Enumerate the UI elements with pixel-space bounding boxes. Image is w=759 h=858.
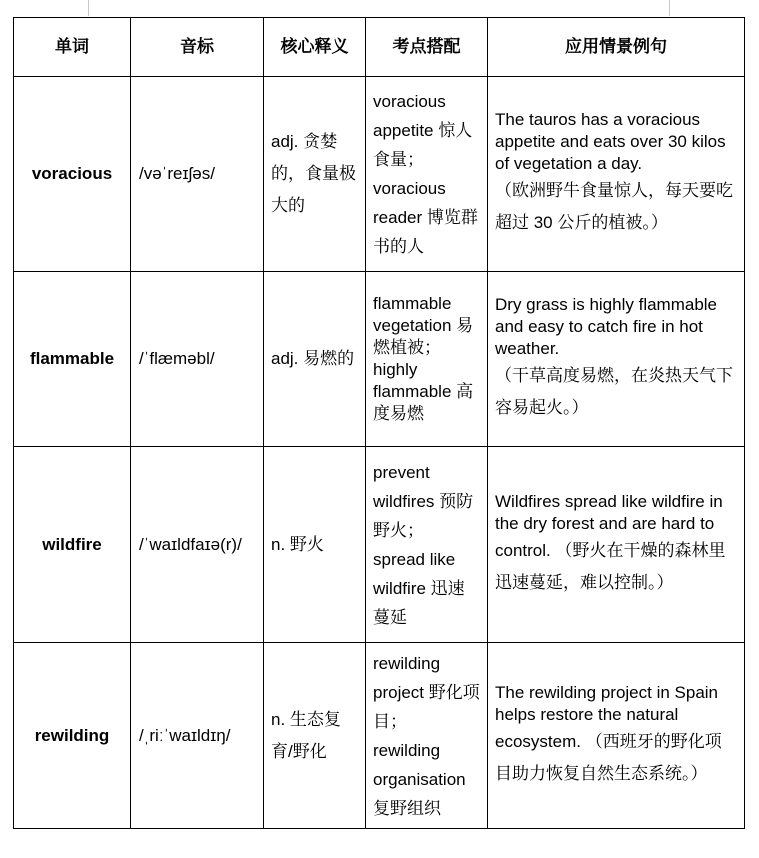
- page-corner-mark-left: [88, 0, 89, 16]
- word-cell: wildfire: [14, 447, 131, 643]
- example-english: Dry grass is highly flammable and easy to catch fire in hot weather.: [495, 295, 718, 358]
- example-chinese: （西班牙的野化项目助力恢复自然生态系统。）: [495, 731, 722, 783]
- collocation-item: prevent wildfires 预防野火；: [373, 462, 474, 540]
- vocabulary-table: [13, 17, 745, 829]
- word-cell: rewilding: [14, 643, 131, 829]
- meaning-cell: adj. 易燃的: [264, 272, 366, 447]
- collocation-cell: [366, 643, 488, 829]
- phonetic-cell: /ˈflæməbl/: [131, 272, 264, 447]
- collocation-item: highly flammable 高度易燃: [373, 360, 474, 423]
- example-english: The tauros has a voracious appetite and eats over 30 kilos of vegetation a day.: [495, 110, 726, 173]
- example-cell: [488, 272, 745, 447]
- example-english: Wildfires spread like wildfire in the dry forest and are hard to control.: [495, 491, 723, 560]
- header-example: 应用情景例句: [488, 18, 745, 77]
- example-cell: [488, 643, 745, 829]
- collocation-item: flammable vegetation 易燃植被；: [373, 294, 474, 357]
- header-collocation: 考点搭配: [366, 18, 488, 77]
- example-cell: [488, 77, 745, 272]
- header-meaning: 核心释义: [264, 18, 366, 77]
- collocation-item: rewilding organisation 复野组织: [373, 740, 466, 818]
- collocation-item: voracious reader 博览群书的人: [373, 179, 478, 256]
- header-word: 单词: [14, 18, 131, 77]
- collocation-item: spread like wildfire 迅速蔓延: [373, 549, 465, 627]
- word-cell: flammable: [14, 272, 131, 447]
- example-cell: [488, 447, 745, 643]
- table-row: [14, 272, 745, 447]
- phonetic-cell: /ˈwaɪldfaɪə(r)/: [131, 447, 264, 643]
- table-row: [14, 643, 745, 829]
- example-chinese: （野火在干燥的森林里迅速蔓延，难以控制。）: [495, 540, 726, 592]
- example-english: The rewilding project in Spain helps restore the natural ecosystem.: [495, 682, 719, 751]
- example-chinese: （欧洲野牛食量惊人，每天要吃超过 30 公斤的植被。）: [495, 181, 733, 232]
- collocation-item: voracious appetite 惊人食量；: [373, 92, 473, 169]
- word-cell: voracious: [14, 77, 131, 272]
- phonetic-cell: /vəˈreɪʃəs/: [131, 77, 264, 272]
- meaning-cell: adj. 贪婪的，食量极大的: [264, 77, 366, 272]
- table-header-row: [14, 18, 745, 77]
- phonetic-cell: /ˌriːˈwaɪldɪŋ/: [131, 643, 264, 829]
- header-phonetic: 音标: [131, 18, 264, 77]
- meaning-cell: n. 野火: [264, 447, 366, 643]
- example-chinese: （干草高度易燃，在炎热天气下容易起火。）: [495, 366, 733, 417]
- meaning-cell: n. 生态复育/野化: [264, 643, 366, 829]
- collocation-item: rewilding project 野化项目；: [373, 653, 480, 731]
- collocation-cell: [366, 272, 488, 447]
- page-corner-mark-right: [669, 0, 670, 16]
- collocation-cell: [366, 77, 488, 272]
- collocation-cell: [366, 447, 488, 643]
- table-row: [14, 447, 745, 643]
- table-row: [14, 77, 745, 272]
